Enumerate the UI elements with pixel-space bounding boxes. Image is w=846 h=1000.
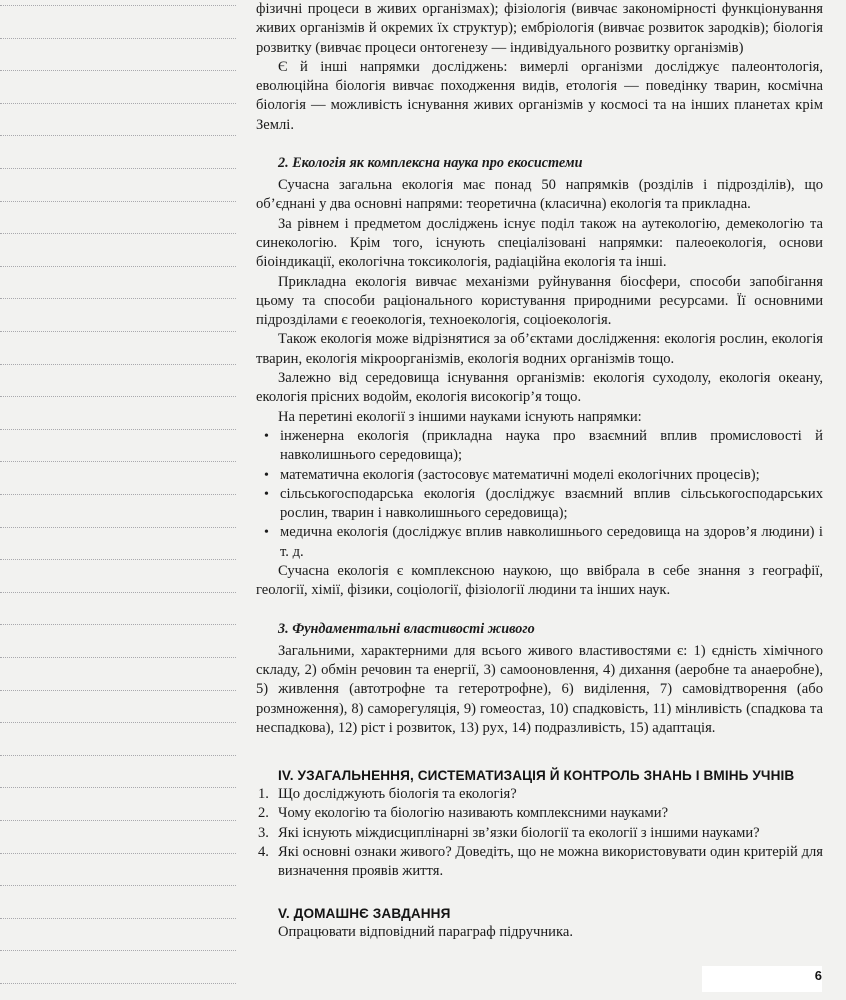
margin-rule-line	[0, 722, 236, 723]
margin-rule-line	[0, 918, 236, 919]
margin-rule-line	[0, 494, 236, 495]
list-item	[262, 466, 823, 485]
question-number: 3.	[258, 824, 269, 841]
page-text-column	[256, 0, 823, 1000]
margin-rule-line	[0, 266, 236, 267]
ecology-paragraph-2: За рівнем і предметом досліджень існує поділ також на аутекологію, демекологію та синекологію. Крім того, існують спеціалізовані напрямки: палеоекологія, основи біоіндикації, екологічна токсикологія, радіаційна екологія та інші.	[256, 215, 823, 271]
margin-rule-line	[0, 38, 236, 39]
margin-rule-line	[0, 70, 236, 71]
spacer	[256, 882, 823, 896]
subheading-ecology-as-complex-science: 2. Екологія як комплексна наука про екосистеми	[278, 155, 583, 172]
margin-rule-line	[0, 364, 236, 365]
margin-rule-line	[0, 559, 236, 560]
list-item	[262, 427, 823, 466]
spacer	[256, 752, 823, 766]
list-item-label: медична екологія (досліджує вплив навколишнього середовища на здоров’я людини) і т. д.	[280, 524, 823, 560]
question-text: Які основні ознаки живого? Доведіть, що не можна використовувати один критерій для визначення проявів життя.	[278, 843, 823, 880]
list-item-label: сільськогосподарська екологія (досліджує взаємний вплив сільськогосподарських рослин, тварин і навколишнього середовища);	[280, 485, 823, 522]
homework-paragraph: Опрацювати відповідний параграф підручника.	[278, 923, 573, 940]
spacer	[256, 896, 823, 904]
list-item-label: математична екологія (застосовує математичні моделі екологічних процесів);	[280, 466, 760, 483]
list-item	[262, 523, 823, 562]
bullet-icon: •	[264, 486, 269, 502]
bullet-icon: •	[264, 467, 269, 483]
margin-rule-line	[0, 396, 236, 397]
list-item	[258, 804, 823, 823]
subheading-fundamental-properties: 3. Фундаментальні властивості живого	[278, 620, 535, 637]
question-text: Які існують міждисциплінарні зв’язки біології та екології з іншими науками?	[278, 824, 760, 841]
margin-rule-line	[0, 885, 236, 886]
ecology-paragraph-1: Сучасна загальна екологія має понад 50 напрямків (розділів і підрозділів), що об’єднані у два основні напрями: теоретична (класична) екологія та прикладна.	[256, 177, 823, 213]
list-item	[262, 485, 823, 524]
ecology-paragraph-6: На перетині екології з іншими науками існують напрямки:	[278, 408, 642, 425]
properties-paragraph: Загальними, характерними для всього живого властивостями є: 1) єдність хімічного складу, 2) обмін речовин та енергії, 3) самооновлення, 4) дихання (аеробне та анаеробне), 5) живлення (автотрофне та гетеротрофне), 6) виділення, 7) самовідтворення (або розмноження), 8) саморегуляція, 9) гомеостаз, 10) спадковість, 11) мінливість (спадкова та неспадкова), 12) ріст і розвиток, 13) рух, 14) подразливість, 15) адаптація.	[256, 642, 823, 736]
bullet-icon: •	[264, 525, 269, 541]
spacer	[256, 601, 823, 609]
paragraph-other-directions: Є й інші напрямки досліджень: вимерлі організми досліджує палеонтологія, еволюційна біологія вивчає походження видів, етологія — поведінку тварин, космічна біологія — можливість існування живих організмів у космосі та на інших планетах крім Землі.	[256, 58, 823, 133]
list-item-label: інженерна екологія (прикладна наука про взаємний вплив промисловості й навколишнього середовища);	[280, 427, 823, 464]
margin-rule-line	[0, 983, 236, 984]
control-questions-list	[256, 785, 823, 881]
continued-paragraph: фізичні процеси в живих організмах); фізіологія (вивчає закономірності функціонування живих організмів й окремих їх структур); ембріологія (вивчає розвиток зародків); біологія розвитку (вивчає процеси онтогенезу — індивідуального розвитку організмів)	[256, 1, 823, 56]
margin-rule-line	[0, 787, 236, 788]
margin-rule-line	[0, 592, 236, 593]
margin-rule-line	[0, 168, 236, 169]
question-number: 2.	[258, 805, 269, 822]
question-text: Що досліджують біологія та екологія?	[278, 786, 517, 803]
spacer	[256, 738, 823, 752]
margin-rule-line	[0, 298, 236, 299]
margin-rule-line	[0, 201, 236, 202]
margin-rule-line	[0, 461, 236, 462]
ecology-paragraph-3: Прикладна екологія вивчає механізми руйнування біосфери, способи запобігання цьому та способи раціонального користування природними ресурсами. Її основними підрозділами є геоекологія, техноекологія, соціоекологія.	[256, 273, 823, 329]
list-item	[258, 843, 823, 882]
margin-rule-line	[0, 103, 236, 104]
list-item	[258, 824, 823, 843]
margin-rule-line	[0, 820, 236, 821]
margin-rule-line	[0, 950, 236, 951]
margin-rule-line	[0, 624, 236, 625]
margin-rule-line	[0, 429, 236, 430]
spacer	[256, 135, 823, 143]
margin-rule-line	[0, 331, 236, 332]
interdisciplinary-ecology-list	[256, 427, 823, 562]
ecology-paragraph-4: Також екологія може відрізнятися за об’єктами дослідження: екологія рослин, екологія тварин, екологія мікроорганізмів, екологія водних організмів тощо.	[256, 331, 823, 367]
page-number: 6	[814, 968, 822, 983]
margin-rule-line	[0, 135, 236, 136]
margin-rule-line	[0, 233, 236, 234]
section-heading-iv: IV. УЗАГАЛЬНЕННЯ, СИСТЕМАТИЗАЦІЯ Й КОНТРОЛЬ ЗНАНЬ І ВМІНЬ УЧНІВ	[278, 768, 795, 784]
bullet-icon: •	[264, 428, 269, 444]
question-number: 4.	[258, 843, 269, 860]
question-number: 1.	[258, 786, 269, 803]
margin-rule-line	[0, 527, 236, 528]
section-heading-v: V. ДОМАШНЄ ЗАВДАННЯ	[278, 905, 451, 921]
margin-rule-line	[0, 657, 236, 658]
question-text: Чому екологію та біологію називають комплексними науками?	[278, 805, 669, 822]
margin-rule-line	[0, 755, 236, 756]
margin-rule-line	[0, 690, 236, 691]
margin-rule-line	[0, 5, 236, 6]
ecology-closing-paragraph: Сучасна екологія є комплексною наукою, що ввібрала в себе знання з географії, геології, хімії, фізики, соціології, фізіології людини та інших наук.	[256, 563, 823, 599]
list-item	[258, 785, 823, 804]
left-margin-rules	[0, 0, 236, 1000]
margin-rule-line	[0, 853, 236, 854]
ecology-paragraph-5: Залежно від середовища існування організмів: екологія суходолу, екологія океану, екологія прісних водойм, екологія високогір’я тощо.	[256, 370, 823, 406]
